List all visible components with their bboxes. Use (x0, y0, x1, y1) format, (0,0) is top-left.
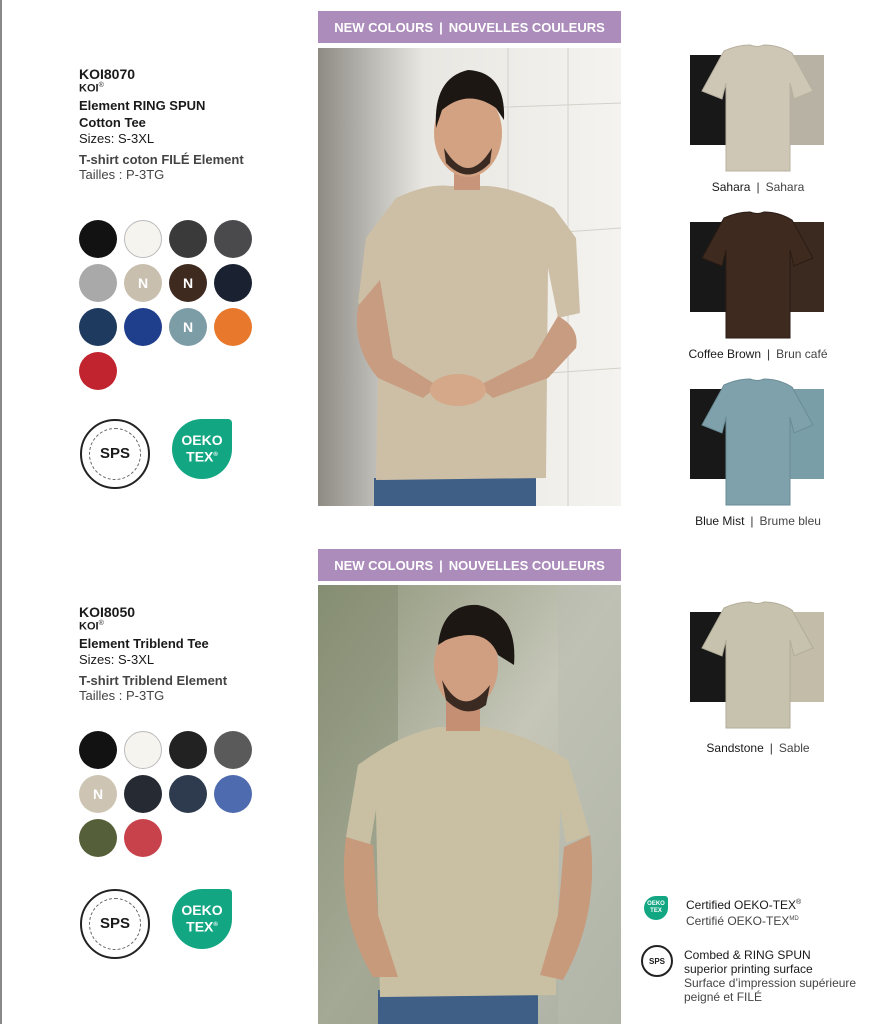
color-caption-coffee-brown: Coffee Brown | Brun café (688, 347, 828, 361)
color-tile-blue-mist (690, 377, 824, 479)
banner-right: NOUVELLES COULEURS (448, 557, 605, 573)
product-code: KOI8050 (79, 604, 136, 620)
color-swatch[interactable] (124, 308, 162, 346)
tshirt-icon (702, 602, 813, 728)
banner-sep: | (439, 19, 443, 35)
product-title-fr: T-shirt Triblend Element (79, 672, 228, 688)
color-swatch[interactable] (124, 775, 162, 813)
color-tile-sahara (690, 43, 824, 145)
product-sizes: Sizes: S-3XL (79, 130, 155, 146)
color-swatch[interactable] (214, 308, 252, 346)
swatch-grid-koi8070 (79, 220, 259, 400)
cert-oeko-text: Certified OEKO-TEX® Certifié OEKO-$TEX^{MD}$ (686, 898, 802, 928)
color-swatch[interactable] (79, 308, 117, 346)
tshirt-icon (702, 379, 813, 505)
oeko-tex-badge-icon: OEKO TEX® (172, 419, 232, 479)
product-sizes-fr: Tailles : P-3TG (79, 687, 165, 703)
new-colours-banner (318, 11, 621, 43)
color-caption-sandstone: Sandstone | Sable (706, 741, 810, 755)
color-swatch[interactable]: N (169, 264, 207, 302)
color-swatch[interactable] (214, 220, 252, 258)
brand-name: KOI® (79, 82, 104, 95)
color-swatch[interactable]: N (79, 775, 117, 813)
color-caption-sahara: Sahara | Sahara (711, 180, 805, 194)
sps-small-icon: SPS (641, 945, 673, 977)
color-tile-sandstone (690, 600, 824, 702)
product-title-line2: Cotton Tee (79, 114, 146, 130)
oeko-tex-small-icon: OEKO TEX (644, 896, 668, 920)
product-sizes-fr: Tailles : P-3TG (79, 166, 165, 182)
cert-sps-text: Combed & RING SPUN superior printing surface Surface d’impression supérieure peigné et FILÉ (684, 948, 857, 1004)
color-swatch[interactable] (214, 731, 252, 769)
color-swatch[interactable] (169, 731, 207, 769)
new-colours-banner (318, 549, 621, 581)
tshirt-icon (702, 45, 813, 171)
sps-badge-icon: SPS (80, 889, 150, 959)
color-swatch[interactable] (169, 220, 207, 258)
color-tile-coffee-brown (690, 210, 824, 312)
color-swatch[interactable] (124, 819, 162, 857)
color-swatch[interactable] (79, 819, 117, 857)
product-title-fr: T-shirt coton FILÉ Element (79, 151, 244, 167)
color-caption-blue-mist: Blue Mist | Brume bleu (695, 514, 821, 528)
product-title-line1: Element Triblend Tee (79, 635, 209, 651)
color-swatch[interactable] (124, 731, 162, 769)
model-photo-koi8050 (318, 585, 621, 1024)
color-swatch[interactable] (79, 220, 117, 258)
product-code: KOI8070 (79, 66, 136, 82)
color-swatch[interactable] (214, 775, 252, 813)
sps-badge-icon: SPS (80, 419, 150, 489)
color-swatch[interactable] (79, 731, 117, 769)
model-photo-koi8070 (318, 48, 621, 506)
color-swatch[interactable] (214, 264, 252, 302)
product-sizes: Sizes: S-3XL (79, 651, 155, 667)
color-swatch[interactable] (124, 220, 162, 258)
color-swatch[interactable]: N (169, 308, 207, 346)
tshirt-icon (702, 212, 813, 338)
banner-left: NEW COLOURS (334, 557, 434, 573)
brand-name: KOI® (79, 620, 104, 633)
swatch-grid-koi8050 (79, 731, 259, 861)
product-info-koi8070 (79, 66, 299, 182)
product-info-koi8050 (79, 604, 299, 703)
color-swatch[interactable] (79, 352, 117, 390)
color-swatch[interactable]: N (124, 264, 162, 302)
page-border-left (0, 0, 2, 1024)
oeko-tex-badge-icon: OEKO TEX® (172, 889, 232, 949)
banner-left: NEW COLOURS (334, 19, 434, 35)
color-swatch[interactable] (79, 264, 117, 302)
color-swatch[interactable] (169, 775, 207, 813)
banner-sep: | (439, 557, 443, 573)
banner-right: NOUVELLES COULEURS (448, 19, 605, 35)
product-title-line1: Element RING SPUN (79, 97, 206, 113)
